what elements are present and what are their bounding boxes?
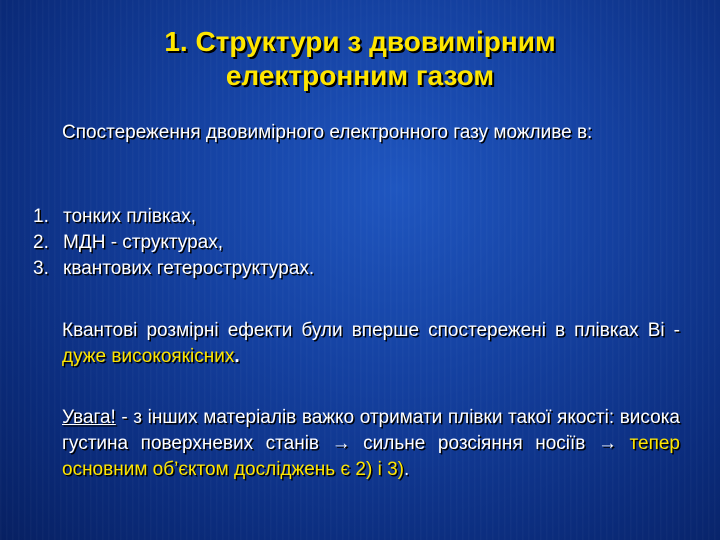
intro-paragraph: Спостереження двовимірного електронного газу можливе в: [62,122,593,143]
para3-text-2: сильне розсіяння носіїв [350,433,598,454]
title-line-2: електронним газом [225,60,495,91]
list-number: 1. [33,206,49,227]
warning-paragraph [62,405,680,483]
list-text: МДН - структурах, [63,232,223,253]
list-item [33,256,673,282]
conditions-list [33,204,673,282]
list-item [33,230,673,256]
list-text: тонких плівках, [63,206,197,227]
arrow-icon: → [597,433,617,454]
list-item [33,204,673,230]
list-text: квантових гетероструктурах. [63,258,315,279]
para2-end: . [234,346,240,367]
list-number: 2. [33,232,49,253]
quantum-effects-paragraph [62,318,680,370]
title-line-1: 1. Структури з двовимірним [164,26,556,57]
slide-title [40,25,680,93]
para2-text: Квантові розмірні ефекти були вперше спостережені в плівках Ві - [62,320,680,341]
list-number: 3. [33,258,49,279]
para2-highlight: дуже високоякісних [62,346,235,367]
arrow-icon: → [331,433,351,454]
para3-end: . [404,459,410,480]
warning-label: Увага! [62,407,116,428]
para3-text-1: - з інших матеріалів важко отримати плівки такої якості: висока густина поверхневих станів [62,407,680,454]
para3-highlight: тепер основним об’єктом досліджень є 2) і 3) [62,433,680,480]
